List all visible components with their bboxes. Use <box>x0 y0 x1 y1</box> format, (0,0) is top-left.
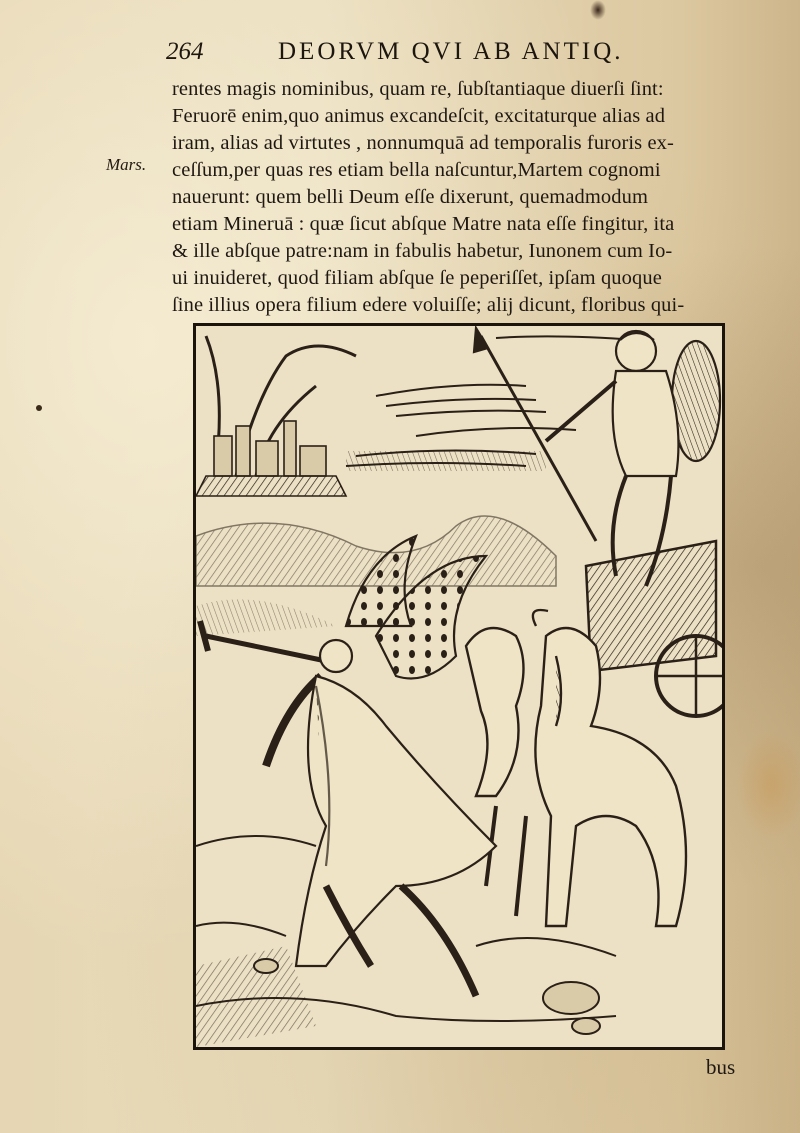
chariot <box>586 541 722 716</box>
ink-blot <box>590 0 606 20</box>
body-text <box>172 76 762 319</box>
text-line: Feruorē enim,quo animus excandeſcit, excitaturque alias ad <box>172 105 666 127</box>
horse-head-left <box>466 628 524 796</box>
trumpet <box>206 636 326 661</box>
text-line: & ille abſque patre:nam in fabulis habetur, Iunonem cum Io- <box>172 240 673 262</box>
text-line: ſine illius opera filium edere voluiſſe; alij dicunt, floribus qui- <box>172 294 685 316</box>
angel-head <box>320 640 352 672</box>
spear <box>481 336 596 541</box>
ink-speck <box>36 405 42 411</box>
text-line: ceſſum,per quas res etiam bella naſcuntur,Martem cognomi <box>172 159 661 181</box>
mars-chariot-woodcut <box>196 326 722 1047</box>
rock <box>543 982 599 1014</box>
catchword: bus <box>706 1055 736 1079</box>
text-line: nauerunt: quem belli Deum eſſe dixerunt, quemadmodum <box>172 186 649 208</box>
running-head: DEORVM QVI AB ANTIQ. <box>278 38 624 65</box>
cloud-hatching <box>346 451 546 471</box>
text-line: etiam Mineruā : quæ ſicut abſque Matre nata eſſe fingitur, ita <box>172 213 675 235</box>
rock <box>254 959 278 973</box>
page-number: 264 <box>166 38 204 65</box>
page-header <box>166 38 766 72</box>
armor <box>613 371 679 476</box>
text-line: ui inuideret, quod filiam abſque ſe peperiſſet, ipſam quoque <box>172 267 662 289</box>
paper-stain <box>736 730 800 840</box>
margin-note: Mars. <box>106 155 147 174</box>
woodcut-illustration <box>193 323 725 1050</box>
text-line: iram, alias ad virtutes , nonnumquā ad temporalis furoris ex- <box>172 132 674 154</box>
hill-shadow <box>196 599 336 636</box>
text-line: rentes magis nominibus, quam re, ſubſtantiaque diuerſi ſint: <box>172 78 664 100</box>
rock <box>572 1018 600 1034</box>
